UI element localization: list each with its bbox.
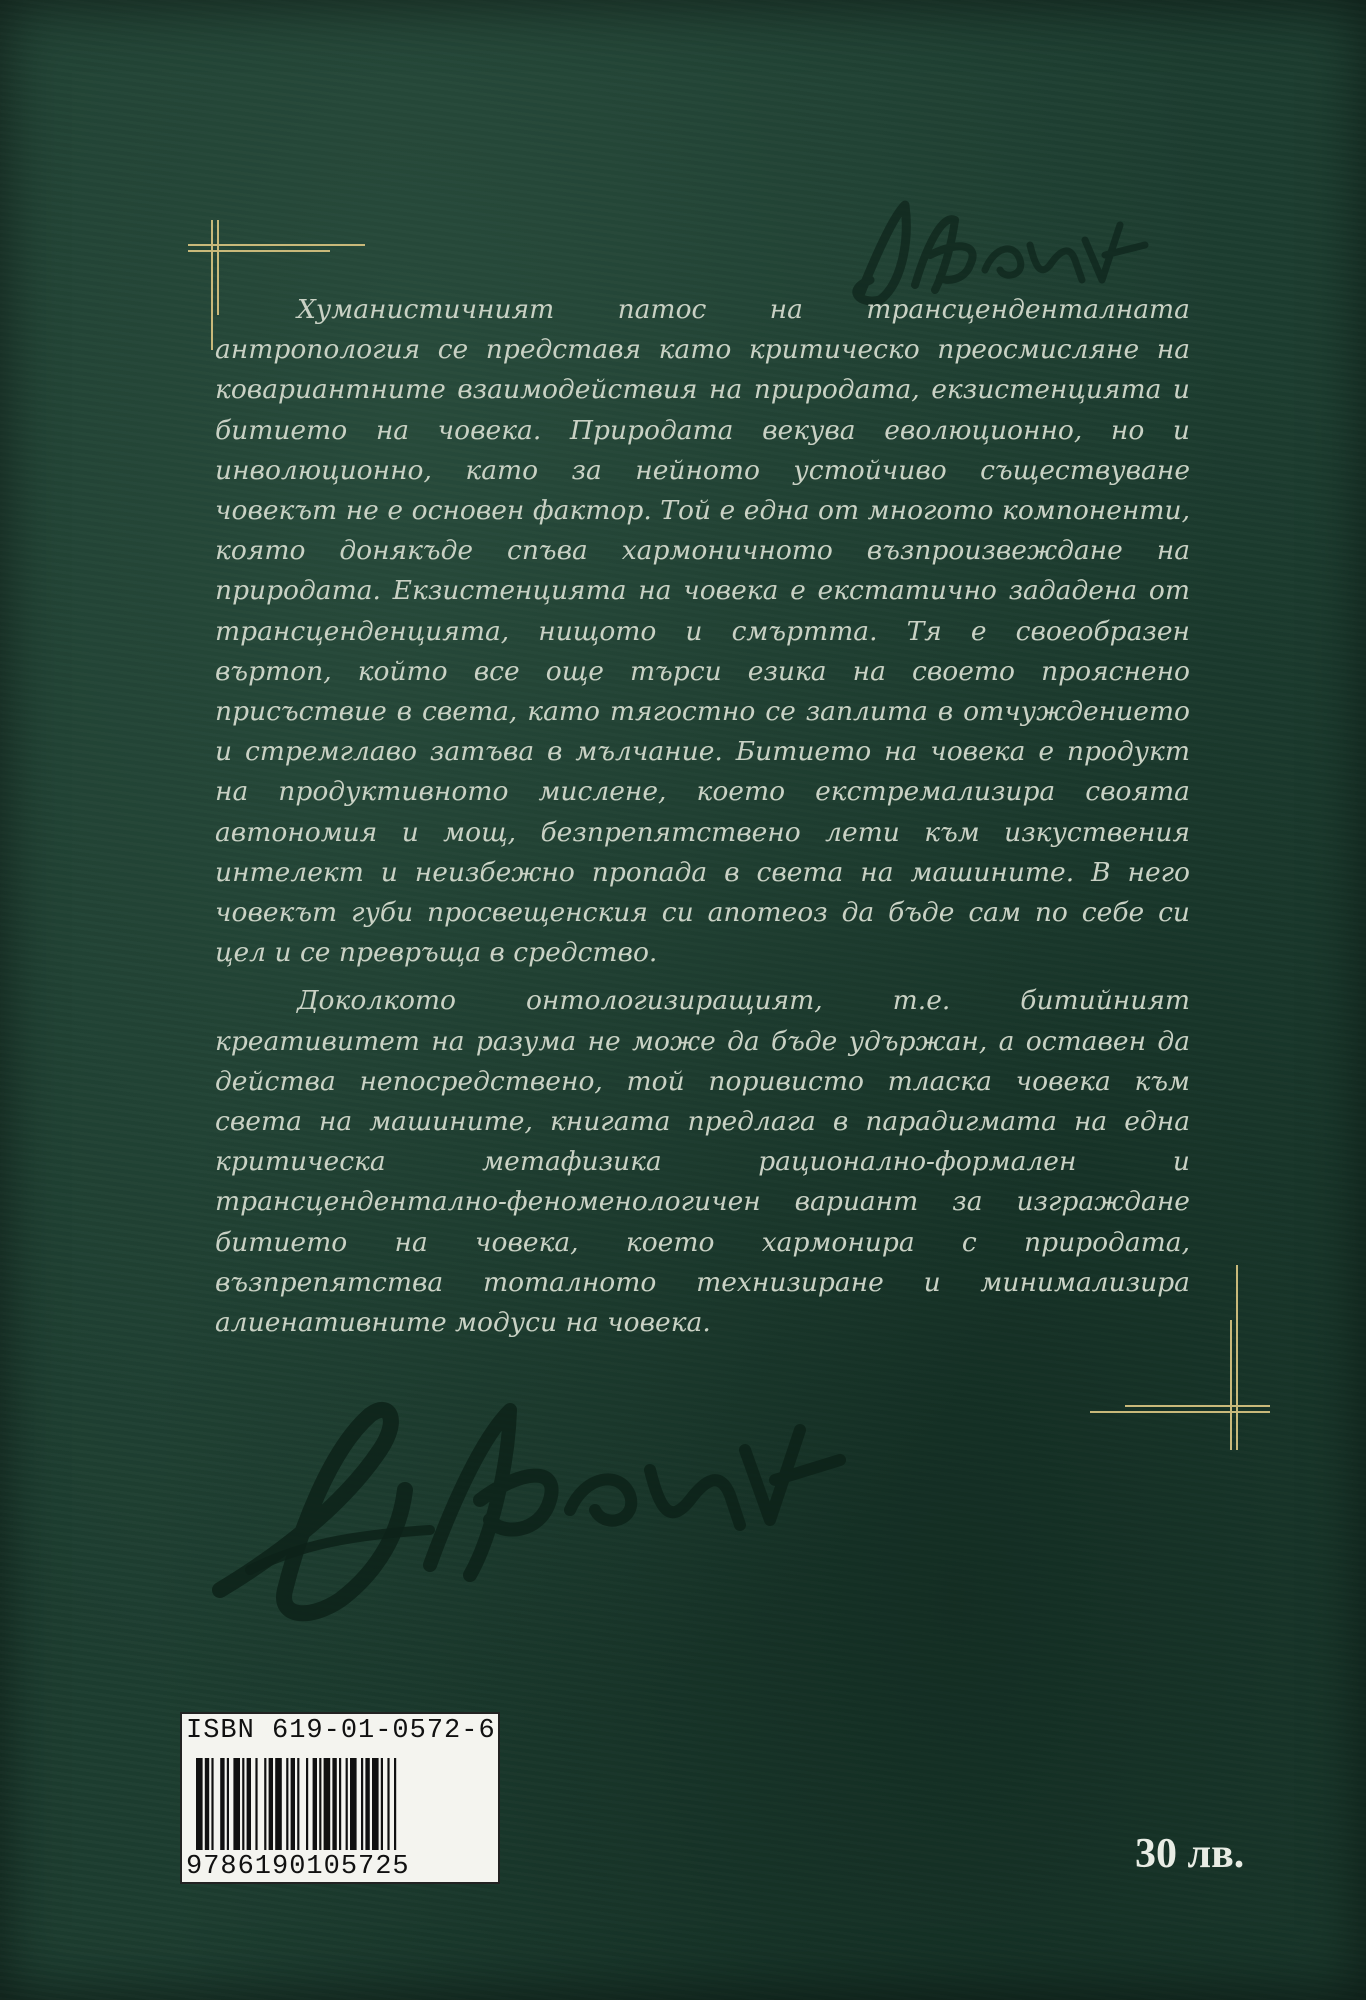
- barcode-bar: [264, 1758, 266, 1850]
- barcode-bar: [242, 1758, 244, 1850]
- barcode-bar: [247, 1758, 251, 1850]
- barcode-bar: [255, 1758, 257, 1850]
- barcode-bar: [211, 1758, 213, 1850]
- price-label: 30 лв.: [1135, 1831, 1245, 1877]
- barcode-bar: [361, 1758, 363, 1850]
- barcode-bar: [346, 1758, 348, 1850]
- barcode-bar: [233, 1758, 240, 1850]
- barcode-bar: [306, 1758, 308, 1850]
- barcode-bar: [332, 1758, 336, 1850]
- barcode-bar: [313, 1758, 317, 1850]
- barcode-bar: [269, 1758, 273, 1850]
- ean-number: 9786190105725: [186, 1852, 410, 1882]
- barcode-bar: [297, 1758, 299, 1850]
- blurb-paragraph-2: Доколкото онтологизиращият, т.е. битийният креативитет на разума не може да бъде удържан, а оставен да действа непосредствено, той поривисто тласка човека към света на машините, книгата предлага в парадигмата на една критическа метафизика рационално-формален и трансцендентално-феноменологичен вариант за изграждане битието на човека, което хармонира с природата, възпрепятства тоталното технизиране и минимализира алиенативните модуси на човека.: [215, 985, 1190, 1339]
- barcode-bar: [196, 1758, 203, 1850]
- barcode-bar: [286, 1758, 288, 1850]
- barcode-bar: [372, 1758, 379, 1850]
- barcode-icon: [196, 1758, 488, 1850]
- barcode-bar: [324, 1758, 331, 1850]
- barcode-bar: [275, 1758, 282, 1850]
- isbn-number: ISBN 619-01-0572-6: [186, 1716, 496, 1746]
- signature-watermark-bottom: [190, 1360, 850, 1640]
- barcode-bar: [319, 1758, 321, 1850]
- barcode-bar: [365, 1758, 369, 1850]
- barcode-bar: [291, 1758, 295, 1850]
- barcode-bar: [381, 1758, 383, 1850]
- barcode-bar: [220, 1758, 224, 1850]
- barcode-bar: [227, 1758, 229, 1850]
- barcode-bar: [394, 1758, 396, 1850]
- barcode-bar: [387, 1758, 389, 1850]
- barcode-bar: [339, 1758, 341, 1850]
- barcode-bar: [350, 1758, 357, 1850]
- isbn-barcode-label: [180, 1712, 500, 1884]
- blurb-paragraph-1: Хуманистичният патос на трансценденталната антропология се представя като критическо преосмисляне на ковариантните взаимодействия на природата, екзистенцията и битието на човека. Природата векува еволюционно, но и инволюционно, като за нейното устойчиво съществуване човекът не е основен фактор. Той е една от многото компоненти, която донякъде спъва хармоничното възпроизвеждане на природата. Екзистенцията на човека е екстатично зададена от трансценденцията, нищото и смъртта. Тя е своеобразен въртоп, който все още търси езика на своето прояснено присъствие в света, като тягостно се заплита в отчуждението и стремглаво затъва в мълчание. Битието на човека е продукт на продуктивното мислене, което екстремализира своята автономия и мощ, безпрепятствено лети към изкуствения интелект и неизбежно пропада в света на машините. В него човекът губи просвещенския си апотеоз да бъде сам по себе си цел и се превръща в средство.: [215, 294, 1190, 969]
- blurb-text: [215, 290, 1190, 1343]
- barcode-bar: [205, 1758, 209, 1850]
